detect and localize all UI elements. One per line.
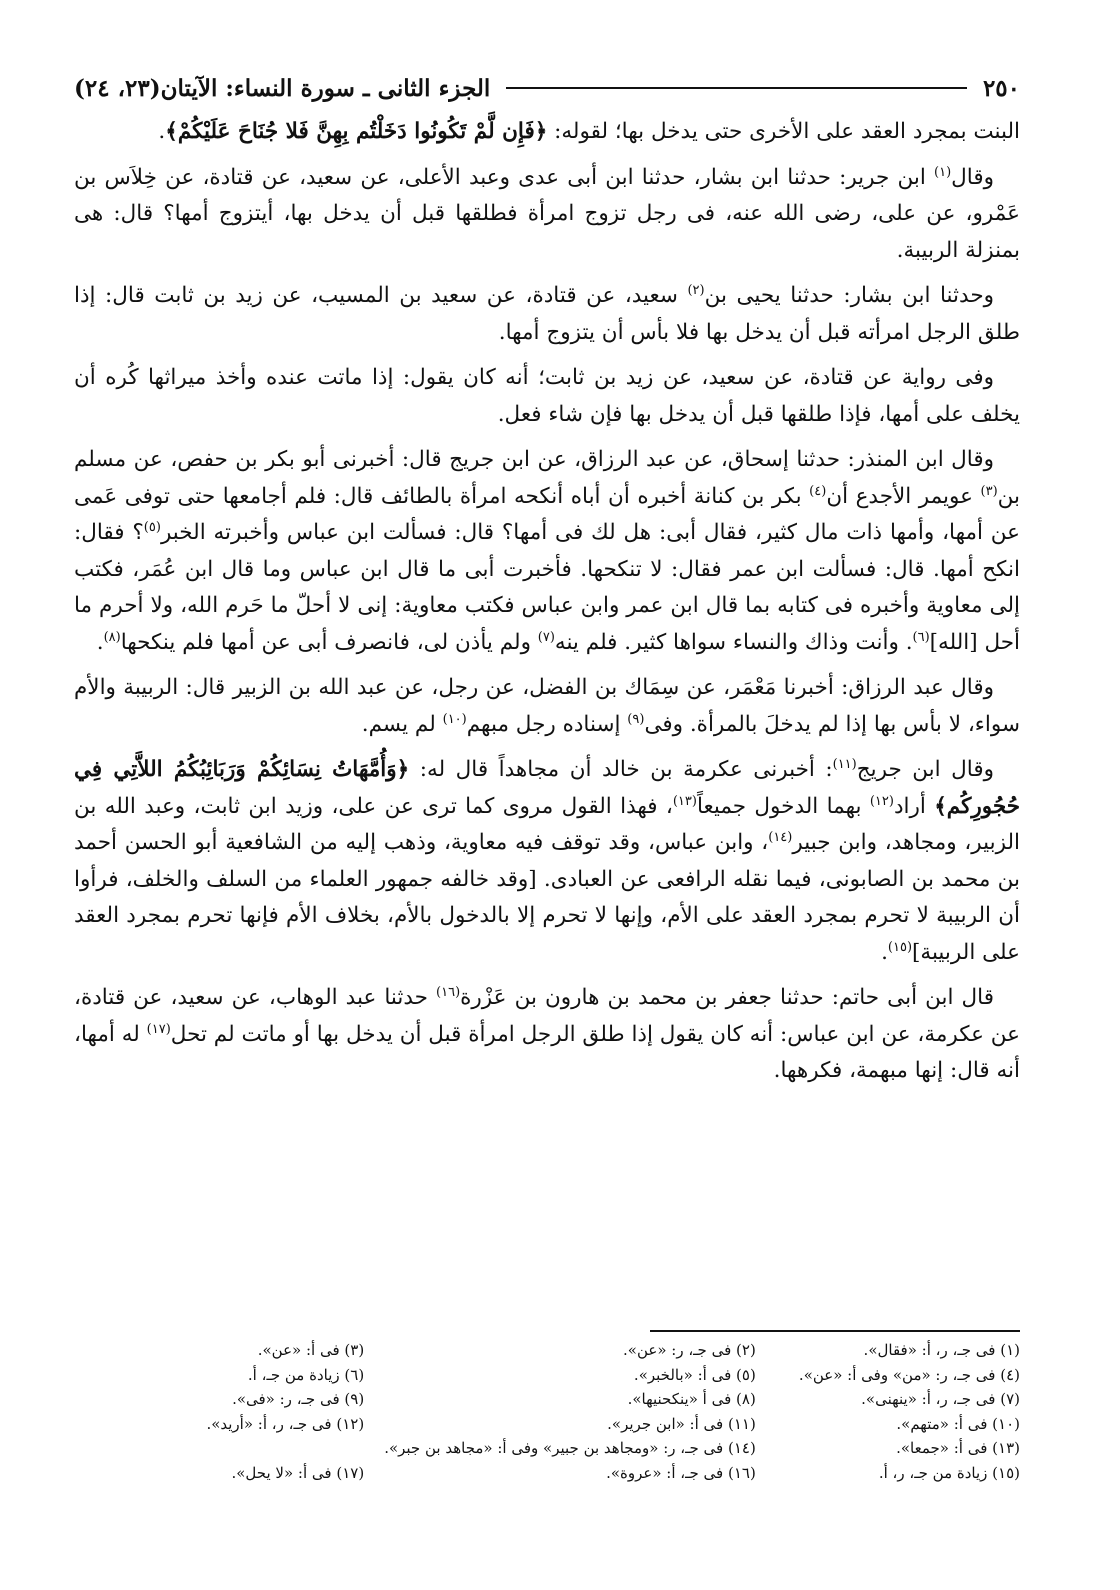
paragraph [74,670,1020,743]
paragraph [74,360,1020,433]
text-run: بكر بن كنانة أخبره أن أباه أنكحه امرأة بالطائف قال: فلم أجامعها حتى توفى عَمى عن أمها، وأمها ذات مال كثير، فقال أبى: هل لك فى أمها؟ قال: فسألت ابن عباس وأخبرته الخبر [74,483,1020,545]
text-run: وقال [951,164,994,190]
text-run: لم يسم. [361,711,443,737]
footnote-ref: (١٠) [442,711,467,727]
footnote-ref: (٣) [980,483,998,499]
footnote-ref: (٥) [143,519,161,535]
footnote-ref: (٨) [103,629,121,645]
paragraph [74,442,1020,661]
paragraph [74,160,1020,270]
text-run: وقال ابن المنذر: حدثنا إسحاق، عن عبد الرزاق، عن ابن جريج قال: أخبرنى أبو بكر بن حفص، عن مسلم بن [74,447,1020,509]
text-run: . وأنت وذاك والنساء سواها كثير. فلم ينه [554,629,913,655]
paragraph [74,278,1020,351]
text-run: إسناده رجل مبهم [466,711,628,737]
footnote: (٣) فى أ: «عن». [257,1341,365,1359]
text-run: قال ابن أبى حاتم: حدثنا جعفر بن محمد بن هارون بن عَزْرة [460,985,994,1010]
text-run: ، وابن عباس، وقد توقف فيه معاوية، وذهب إليه من الشافعية أبو الحسن أحمد بن محمد بن الصابونى، فيما نقله الرافعى عن العبادى. [وقد خالفه جمهور العلماء من السلف والخلف، فرأوا أن الربيبة لا تحرم بمجرد العقد على الأم، وإنها لا تحرم إلا بالدخول بالأم، بخلاف الأم فإنها تحرم بمجرد العقد على الربيبة] [74,830,1020,965]
text-run: ولم يأذن لى، فانصرف أبى عن أمها فلم ينكحها [120,629,538,655]
footnote: (١٢) فى جـ، ر، أ: «أريد». [206,1414,365,1433]
text-run: وقال عبد الرزاق: أخبرنا مَعْمَر، عن سِمَاك بن الفضل، عن رجل، عن عبد الله بن الزبير قال: الربيبة والأم سواء، لا بأس بها إذا لم يدخلَ بالمرأة. وفى [74,675,1020,737]
text-run: . [96,629,104,655]
footnote: (٨) فى أ «ينكحنيها». [627,1390,756,1408]
text-run: له أمها، أنه قال: إنها مبهمة، فكرهها. [74,1021,1020,1083]
quran-verse: ﴿وَأُمَّهَاتُ نِسَائِكُمْ وَرَبَائِبُكُمُ اللاَّتِي فِي حُجُورِكُم﴾ [74,757,1020,819]
text-run: ، فهذا القول مروى كما ترى عن على، وزيد ابن ثابت، وعبد الله بن الزبير، ومجاهد، وابن جبير [74,793,1020,855]
footnote: (١) فى جـ، ر، أ: «فقال». [863,1341,1020,1359]
footnote-separator [650,1330,1020,1332]
text-run: وفى رواية عن قتادة، عن سعيد، عن زيد بن ثابت؛ أنه كان يقول: إذا ماتت عنده وأخذ ميراثها كُره أن يخلف على أمها، فإذا طلقها قبل أن يدخل بها فإن شاء فعل. [74,365,1020,427]
text-run: البنت بمجرد العقد على الأخرى حتى يدخل بها؛ لقوله: [547,119,1020,144]
footnote: (١٠) فى أ: «متهم». [896,1414,1020,1433]
paragraph [74,114,1020,151]
paragraph [74,980,1020,1090]
text-run: حدثنا عبد الوهاب، عن سعيد، عن قتادة، عن عكرمة، عن ابن عباس: أنه كان يقول إذا طلق الرجل امرأة قبل أن يدخل بها أو ماتت لم تحل [74,985,1021,1047]
footnote-ref: (١١) [832,756,857,772]
text-run: أراد [893,793,935,819]
footnote-ref: (٦) [912,629,930,645]
footnote-ref: (١٢) [869,793,894,809]
footnote-ref: (١٣) [672,793,697,809]
footnote: (٢) فى جـ، ر: «عن». [623,1341,756,1359]
footnote: (٤) فى جـ، ر: «من» وفى أ: «عن». [798,1365,1020,1384]
footnote-ref: (١٥) [887,939,913,955]
main-text [74,114,1020,1099]
footnote [120,1436,364,1461]
footnote-ref: (٧) [537,629,555,645]
footnote: (٥) فى أ: «بالخبر». [633,1365,756,1384]
footnote: (٩) فى جـ، ر: «فى». [232,1390,365,1408]
footnote-ref: (٤) [809,483,827,499]
text-run: وقال ابن جريج [856,757,995,782]
text-run: . [158,119,166,144]
quran-verse: ﴿فَإِن لَّمْ تَكُونُوا دَخَلْتُم بِهِنَّ فَلا جُنَاحَ عَلَيْكُمْ﴾ [165,119,548,144]
footnote: (١٥) زيادة من جـ، ر، أ. [878,1463,1020,1482]
footnote-ref: (١٤) [768,829,793,845]
footnote-ref: (١٦) [436,984,461,1000]
footnote-ref: (١) [934,164,952,180]
footnote: (١٤) فى جـ، ر: «ومجاهد بن جبير» وفى أ: «مجاهد بن جبر». [384,1439,756,1457]
text-run: : أخبرنى عكرمة بن خالد أن مجاهداً قال له: [409,757,833,782]
footnote-ref: (١٧) [146,1021,171,1037]
footnote: (٦) زيادة من جـ، أ. [247,1365,365,1384]
footnote-ref: (٢) [687,282,705,298]
footnote: (٧) فى جـ، ر، أ: «ينهنى». [861,1390,1020,1408]
text-run: ابن جرير: حدثنا ابن بشار، حدثنا ابن أبى عدى وعبد الأعلى، عن سعيد، عن قتادة، عن خِلاَس بن عَمْرو، عن على، رضى الله عنه، فى رجل تزوج امرأة فطلقها قبل أن يدخل بها، أيتزوج أمها؟ قال: هى بمنزلة الربيبة. [74,164,1020,263]
running-header [74,68,1020,108]
header-rule [506,87,967,89]
footnote: (١٦) فى جـ، أ: «عروة». [606,1463,756,1482]
text-run: . [881,939,888,965]
text-run: سعيد، عن قتادة، عن سعيد بن المسيب، عن زيد بن ثابت قال: إذا طلق الرجل امرأته قبل أن يدخل بها فلا بأس أن يتزوج أمها. [74,283,1020,345]
footnotes [120,1338,1020,1485]
text-run: ؟ فقال: انكح أمها. قال: فسألت ابن عمر فقال: لا تنكحها. فأخبرت أبى ما قال ابن عباس وما قال ابن عُمَر، فكتب إلى معاوية وأخبره فى كتابه بما قال ابن عمر وابن عباس فكتب معاوية: إنى لا أحلّ ما حَرم الله، ولا أحرم ما أحل [الله] [74,520,1020,655]
text-run: وحدثنا ابن بشار: حدثنا يحيى بن [704,283,994,308]
text-run: بهما الدخول جميعاً [696,793,870,819]
footnote: (١١) فى أ: «ابن جرير». [607,1414,756,1433]
paragraph [74,752,1020,971]
running-title: الجزء الثانى ـ سورة النساء: الآيتان(٢٣، ٢٤) [74,74,491,102]
footnote: (١٣) فى أ: «جمعا». [896,1439,1020,1457]
footnote-ref: (٩) [627,711,645,727]
footnote: (١٧) فى أ: «لا يحل». [231,1463,365,1482]
page-number: ٢٥٠ [982,74,1020,102]
text-run: عويمر الأجدع أن [826,483,981,509]
